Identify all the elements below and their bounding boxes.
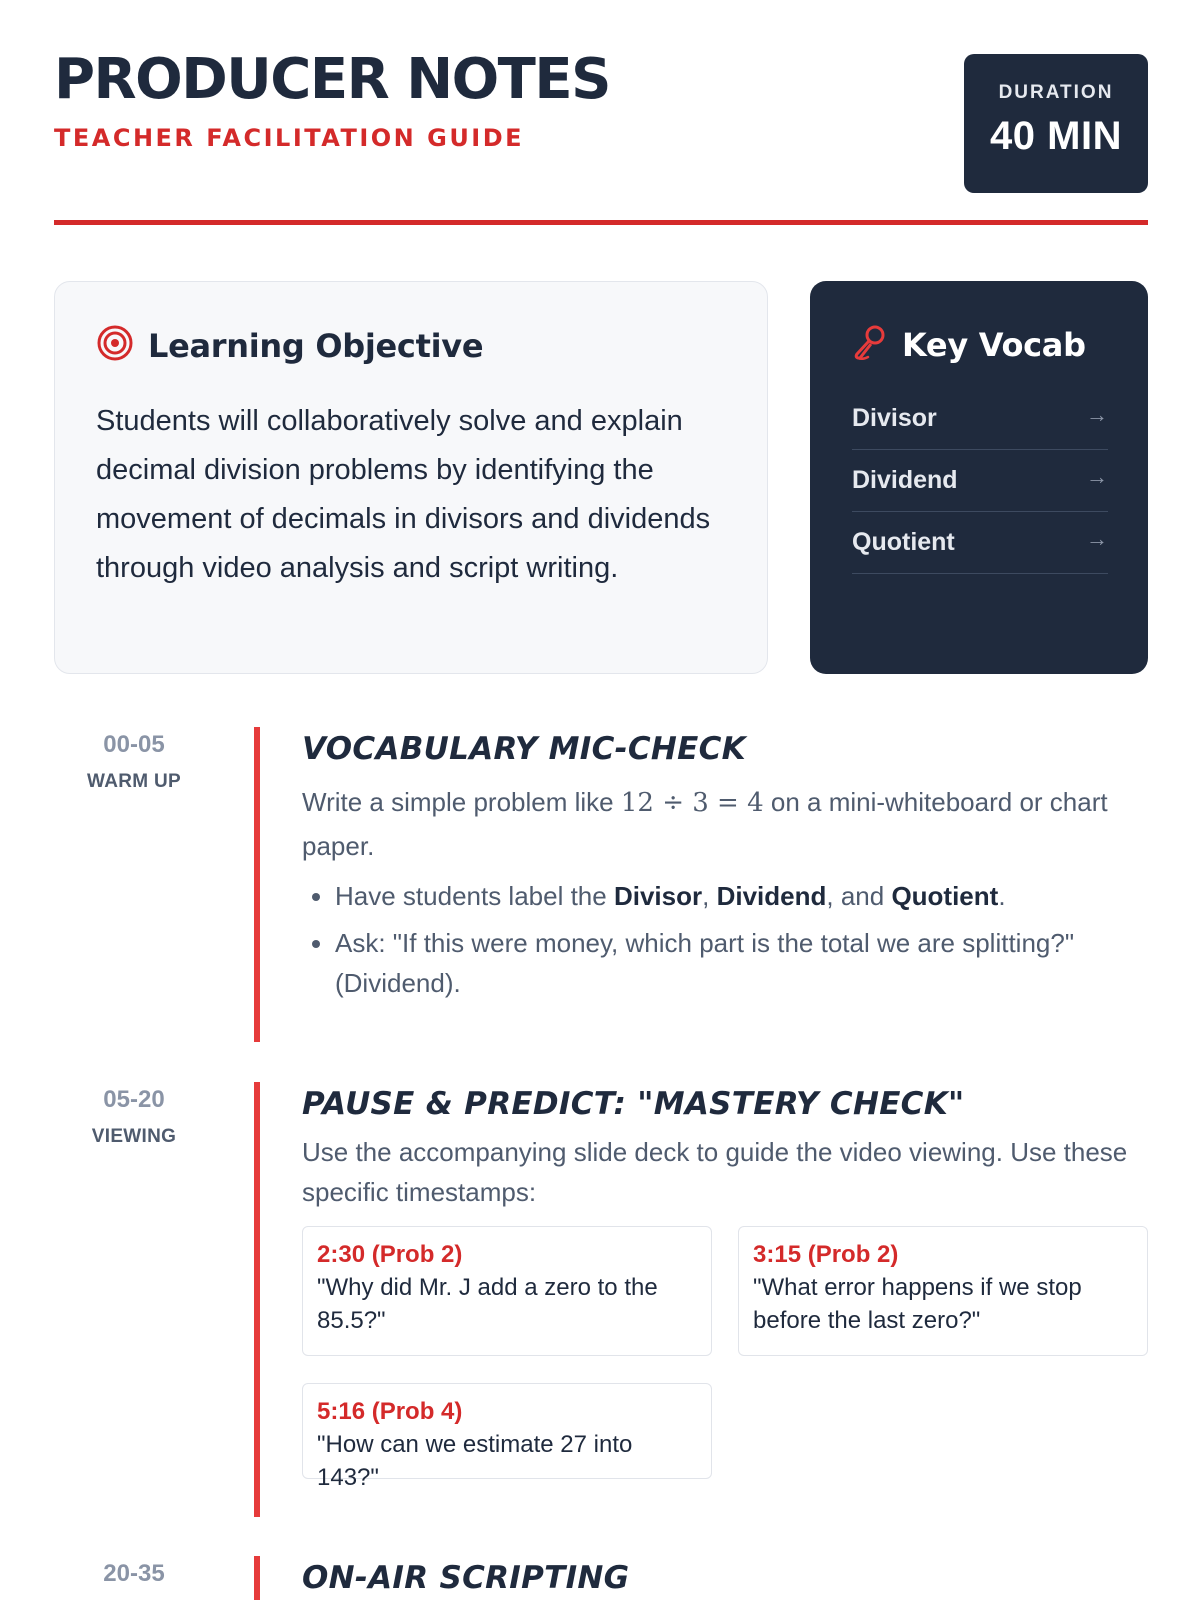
- intro-text: on a mini-whiteboard or chart paper.: [302, 787, 1108, 861]
- segment-intro: Use the accompanying slide deck to guide the video viewing. Use these specific timestamps:: [302, 1137, 1128, 1207]
- vocab-list: [852, 388, 1108, 574]
- segment-tag: WARM UP: [87, 771, 181, 792]
- list-item: • Ask: "If this were money, which part is the total we are splitting?" (Dividend).: [335, 923, 1148, 1003]
- timestamp-question: "What error happens if we stop before the last zero?": [753, 1274, 1082, 1334]
- vocab-item-label: Divisor: [852, 404, 937, 432]
- timestamp-card: [302, 1383, 712, 1491]
- page: [54, 0, 1148, 1596]
- math-expression: 12 ÷ 3 = 4: [620, 788, 764, 818]
- vocab-item-dividend[interactable]: [852, 450, 1108, 512]
- term-quotient: Quotient: [891, 881, 999, 911]
- vocab-item-quotient[interactable]: [852, 512, 1108, 574]
- timestamp-time: 5:16 (Prob 4): [317, 1398, 463, 1425]
- timeline-segment-scripting: [54, 1556, 1148, 1600]
- microphone-icon: [852, 323, 888, 366]
- segment-title: PAUSE & PREDICT: "MASTERY CHECK": [302, 1086, 965, 1122]
- learning-objective-card: [54, 281, 768, 674]
- key-vocab-card: [810, 281, 1148, 674]
- header: [54, 0, 1148, 230]
- timestamp-question: "Why did Mr. J add a zero to the 85.5?": [317, 1274, 658, 1334]
- timestamp-question: "How can we estimate 27 into 143?": [317, 1431, 633, 1491]
- segment-time: 20-35: [103, 1560, 165, 1587]
- term-divisor: Divisor: [613, 881, 703, 911]
- list-item: [335, 876, 1148, 916]
- segment-title: ON-AIR SCRIPTING: [302, 1560, 630, 1596]
- segment-body: [302, 727, 1148, 1010]
- segment-tag: VIEWING: [91, 1126, 177, 1147]
- arrow-right-icon: →: [1086, 401, 1108, 427]
- target-icon: [96, 324, 134, 367]
- vocab-header: [852, 323, 1108, 366]
- arrow-right-icon: →: [1086, 463, 1108, 489]
- duration-value: 40 MIN: [990, 114, 1122, 158]
- page-subtitle: TEACHER FACILITATION GUIDE: [54, 124, 525, 152]
- timeline-segment-warm-up: [54, 727, 1148, 1042]
- header-divider: [54, 220, 1148, 225]
- arrow-right-icon: →: [1086, 525, 1108, 551]
- timeline-segment-viewing: [54, 1082, 1148, 1517]
- segment-time: 05-20: [103, 1086, 165, 1113]
- vocab-item-label: Dividend: [852, 466, 958, 494]
- segment-time: 00-05: [103, 731, 165, 758]
- timestamp-time: 2:30 (Prob 2): [317, 1241, 463, 1268]
- timestamp-card: [738, 1226, 1148, 1356]
- intro-text: Write a simple problem like: [302, 787, 621, 817]
- bullet-text: Have students label the: [335, 881, 614, 911]
- timestamp-card: [302, 1226, 712, 1356]
- vocab-title: Key Vocab: [902, 325, 1086, 364]
- objective-header: [96, 324, 727, 367]
- segment-body: [302, 1082, 1148, 1491]
- bullet-text: .: [998, 881, 1006, 911]
- page-title: PRODUCER NOTES: [54, 47, 610, 112]
- objective-text: Students will collaboratively solve and explain decimal division problems by identifying the movement of decimals in divisors and dividends through video analysis and script writing.: [96, 405, 711, 584]
- timeline-bar: [254, 1556, 260, 1600]
- timestamp-time: 3:15 (Prob 2): [753, 1241, 899, 1268]
- bullet-text: , and: [826, 881, 892, 911]
- segment-bullets: [302, 876, 1148, 1003]
- timeline-bar: [254, 1082, 260, 1517]
- timeline-bar: [254, 727, 260, 1042]
- vocab-item-divisor[interactable]: [852, 388, 1108, 450]
- duration-badge: [964, 54, 1148, 193]
- segment-title: VOCABULARY MIC-CHECK: [302, 731, 746, 767]
- segment-body: [302, 1556, 1148, 1596]
- objective-title: Learning Objective: [148, 326, 484, 365]
- bullet-text: ,: [702, 881, 717, 911]
- term-dividend: Dividend: [716, 881, 827, 911]
- vocab-item-label: Quotient: [852, 528, 955, 556]
- duration-label: DURATION: [998, 82, 1114, 103]
- segment-intro: [302, 781, 1148, 868]
